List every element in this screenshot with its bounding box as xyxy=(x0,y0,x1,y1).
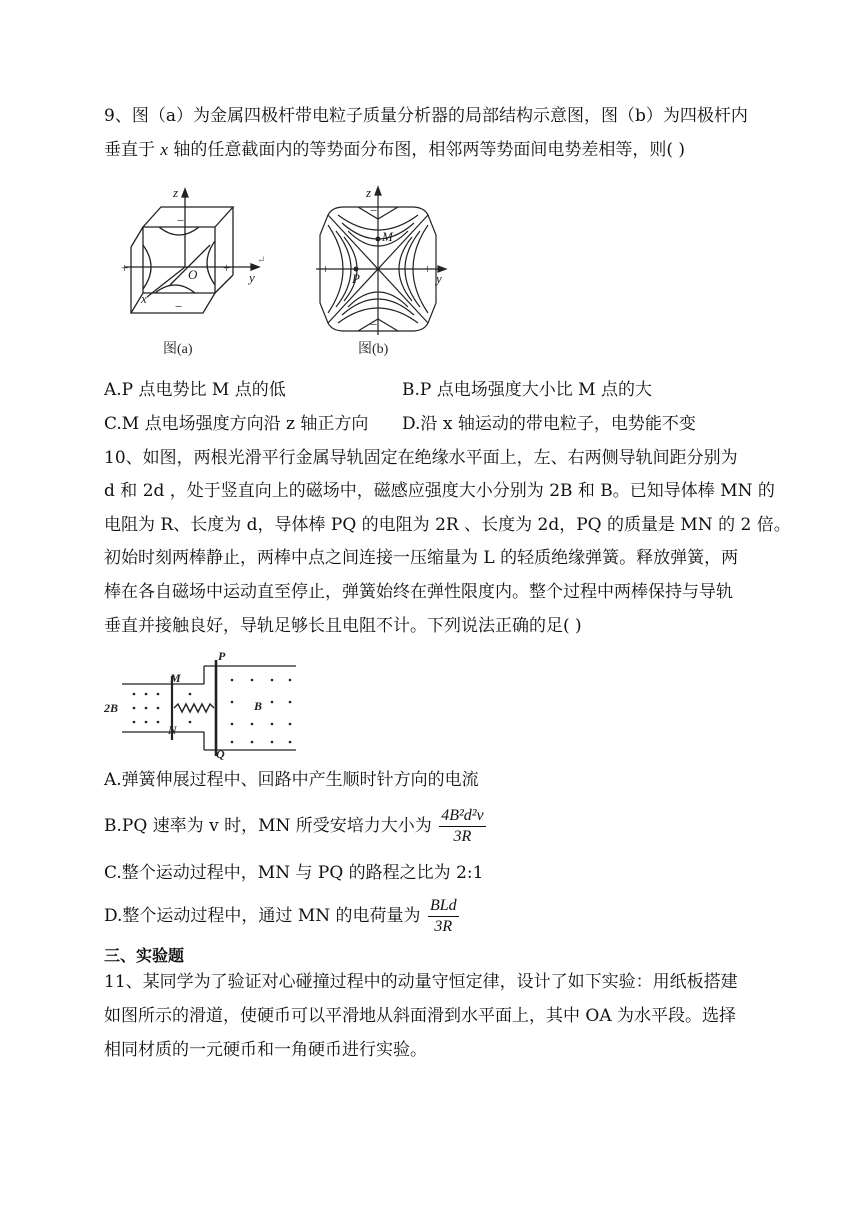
q9-text-line1: 9、图（a）为金属四极杆带电粒子质量分析器的局部结构示意图，图（b）为四极杆内 xyxy=(104,106,748,126)
q10-fig-q-label: Q xyxy=(216,747,225,760)
fig-b-plus-left: + xyxy=(322,261,330,276)
q9-x-var: x xyxy=(160,140,168,159)
fig-a-minus-bottom: − xyxy=(175,299,183,314)
q10-option-c[interactable]: C.整个运动过程中，MN 与 PQ 的路程之比为 2:1 xyxy=(104,863,484,883)
q10-text-line3: 电阻为 R、长度为 d，导体棒 PQ 的电阻为 2R 、长度为 2d，PQ 的质量是 MN 的 2 倍。 xyxy=(104,515,791,535)
fig-b-minus-top: − xyxy=(370,203,378,218)
q10-option-a[interactable]: A.弹簧伸展过程中、回路中产生顺时针方向的电流 xyxy=(104,770,479,790)
fig-b-plus-right: + xyxy=(424,261,432,276)
fig-a-plus-right: + xyxy=(223,260,231,275)
q10-option-b-text: B.PQ 速率为 v 时，MN 所受安培力大小为 xyxy=(104,816,432,836)
q10-option-b-fraction xyxy=(439,806,485,847)
q10-option-b[interactable] xyxy=(104,806,486,847)
q10-fig-2b-label: 2B xyxy=(104,701,119,715)
q10-option-d[interactable] xyxy=(104,896,459,937)
q10-fig-m-label: M xyxy=(170,671,181,685)
q11-text-line2: 如图所示的滑道，使硬币可以平滑地从斜面滑到水平面上，其中 OA 为水平段。选择 xyxy=(104,1006,737,1026)
fig-a-caption: 图(a) xyxy=(163,342,193,357)
q9-figure-a xyxy=(115,185,265,360)
q10-text-line4: 初始时刻两棒静止，两棒中点之间连接一压缩量为 L 的轻质绝缘弹簧。释放弹簧，两 xyxy=(104,548,739,568)
fig-b-y-label: y xyxy=(436,271,442,286)
q10-option-d-text: D.整个运动过程中，通过 MN 的电荷量为 xyxy=(104,906,421,926)
q10-option-b-numerator: 4B²d²v xyxy=(439,806,485,827)
q9-figure-b xyxy=(308,185,458,360)
q9-option-a[interactable]: A.P 点电势比 M 点的低 xyxy=(104,380,286,400)
q9-option-d[interactable]: D.沿 x 轴运动的带电粒子，电势能不变 xyxy=(402,414,696,434)
q10-fig-n-label: N xyxy=(168,723,177,737)
q10-option-d-fraction xyxy=(428,896,459,937)
q10-fig-b-label: B xyxy=(254,699,263,713)
fig-b-m-label: M xyxy=(382,229,393,244)
fig-a-x-label: x xyxy=(141,291,147,306)
q10-text-line6: 垂直并接触良好，导轨足够长且电阻不计。下列说法正确的足( ) xyxy=(104,616,582,636)
fig-b-minus-bottom: − xyxy=(370,317,378,332)
fig-a-y-label: y xyxy=(249,270,255,285)
q9-text-line2-a: 垂直于 xyxy=(104,140,161,160)
q9-text-line2 xyxy=(104,138,685,162)
q10-option-d-denominator: 3R xyxy=(434,918,453,935)
fig-a-o-label: O xyxy=(188,267,198,282)
q9-option-b[interactable]: B.P 点电场强度大小比 M 点的大 xyxy=(402,380,652,400)
fig-b-caption: 图(b) xyxy=(358,342,389,357)
q9-option-c[interactable]: C.M 点电场强度方向沿 z 轴正方向 xyxy=(104,414,369,434)
q10-option-d-numerator: BLd xyxy=(428,896,459,917)
fig-a-minus-top: − xyxy=(177,213,185,228)
section-title-experiment: 三、实验题 xyxy=(104,946,185,965)
fig-a-z-label: z xyxy=(173,185,179,200)
q10-text-line5: 棒在各自磁场中运动直至停止，弹簧始终在弹性限度内。整个过程中两棒保持与导轨 xyxy=(104,582,733,602)
return-mark: ↵ xyxy=(257,255,266,266)
q10-text-line1: 10、如图，两根光滑平行金属导轨固定在绝缘水平面上，左、右两侧导轨间距分别为 xyxy=(104,448,738,468)
q11-text-line1: 11、某同学为了验证对心碰撞过程中的动量守恒定律，设计了如下实验：用纸板搭建 xyxy=(104,972,738,992)
fig-a-plus-left: + xyxy=(121,260,129,275)
q10-option-b-denominator: 3R xyxy=(453,828,472,845)
q10-rail-figure xyxy=(104,652,304,760)
fig-b-z-label: z xyxy=(366,185,372,200)
fig-b-p-label: P xyxy=(352,271,360,286)
q11-text-line3: 相同材质的一元硬币和一角硬币进行实验。 xyxy=(104,1040,427,1060)
q9-text-line2-b: 轴的任意截面内的等势面分布图，相邻两等势面间电势差相等，则( ) xyxy=(167,140,686,160)
q10-fig-p-label: P xyxy=(218,652,226,663)
q10-text-line2: d 和 2d ，处于竖直向上的磁场中，磁感应强度大小分别为 2B 和 B。已知导体棒 MN 的 xyxy=(104,481,775,501)
